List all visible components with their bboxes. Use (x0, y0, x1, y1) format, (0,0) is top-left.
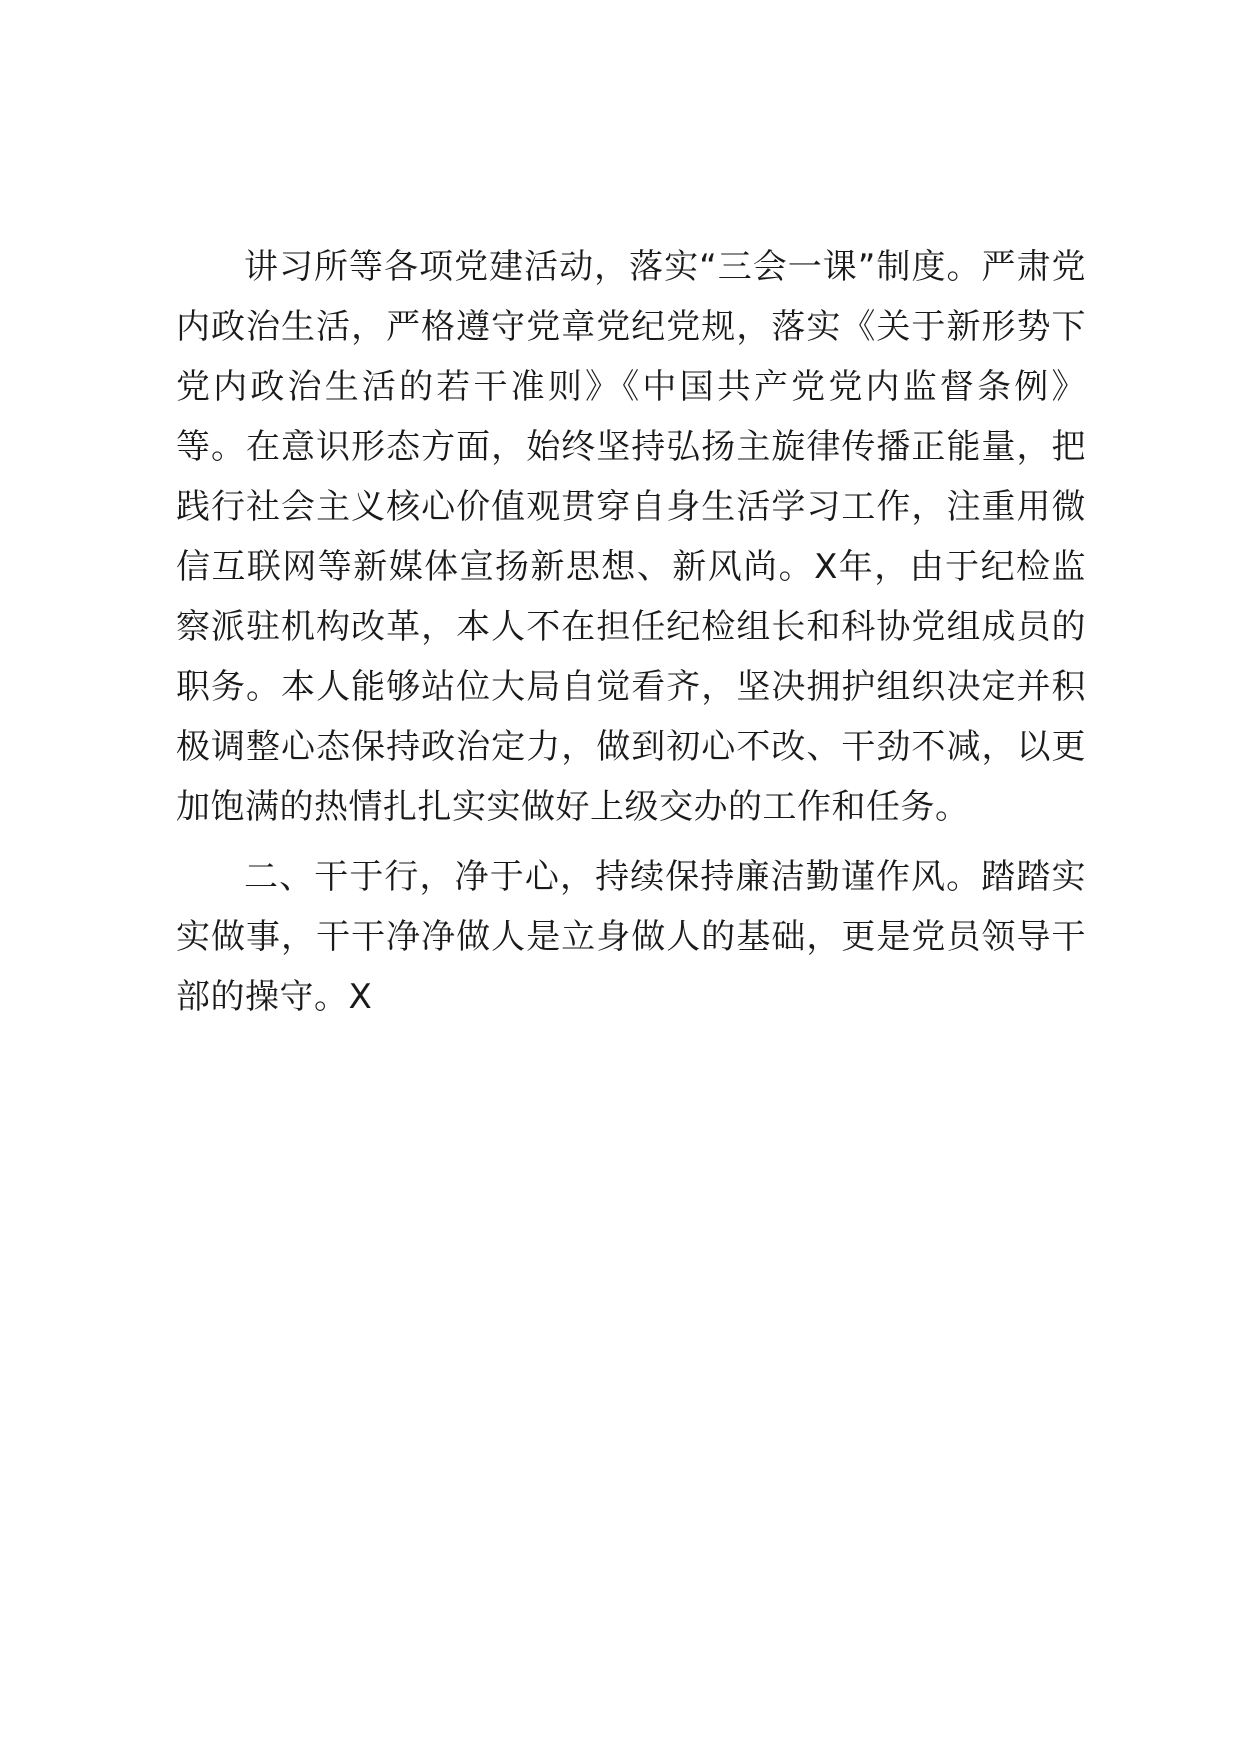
document-body (176, 237, 1086, 1027)
paragraph-party-building: 讲习所等各项党建活动，落实“三会一课”制度。严肃党内政治生活，严格遵守党章党纪党规，落实《关于新形势下党内政治生活的若干准则》《中国共产党党内监督条例》等。在意识形态方面，始终坚持弘扬主旋律传播正能量，把践行社会主义核心价值观贯穿自身生活学习工作，注重用微信互联网等新媒体宣扬新思想、新风尚。X年，由于纪检监察派驻机构改革，本人不在担任纪检组长和科协党组成员的职务。本人能够站位大局自觉看齐，坚决拥护组织决定并积极调整心态保持政治定力，做到初心不改、干劲不减，以更加饱满的热情扎扎实实做好上级交办的工作和任务。 (176, 247, 1086, 827)
paragraph-integrity-section: 二、干于行，净于心，持续保持廉洁勤谨作风。踏踏实实做事，干干净净做人是立身做人的基础，更是党员领导干部的操守。X (176, 857, 1086, 1017)
